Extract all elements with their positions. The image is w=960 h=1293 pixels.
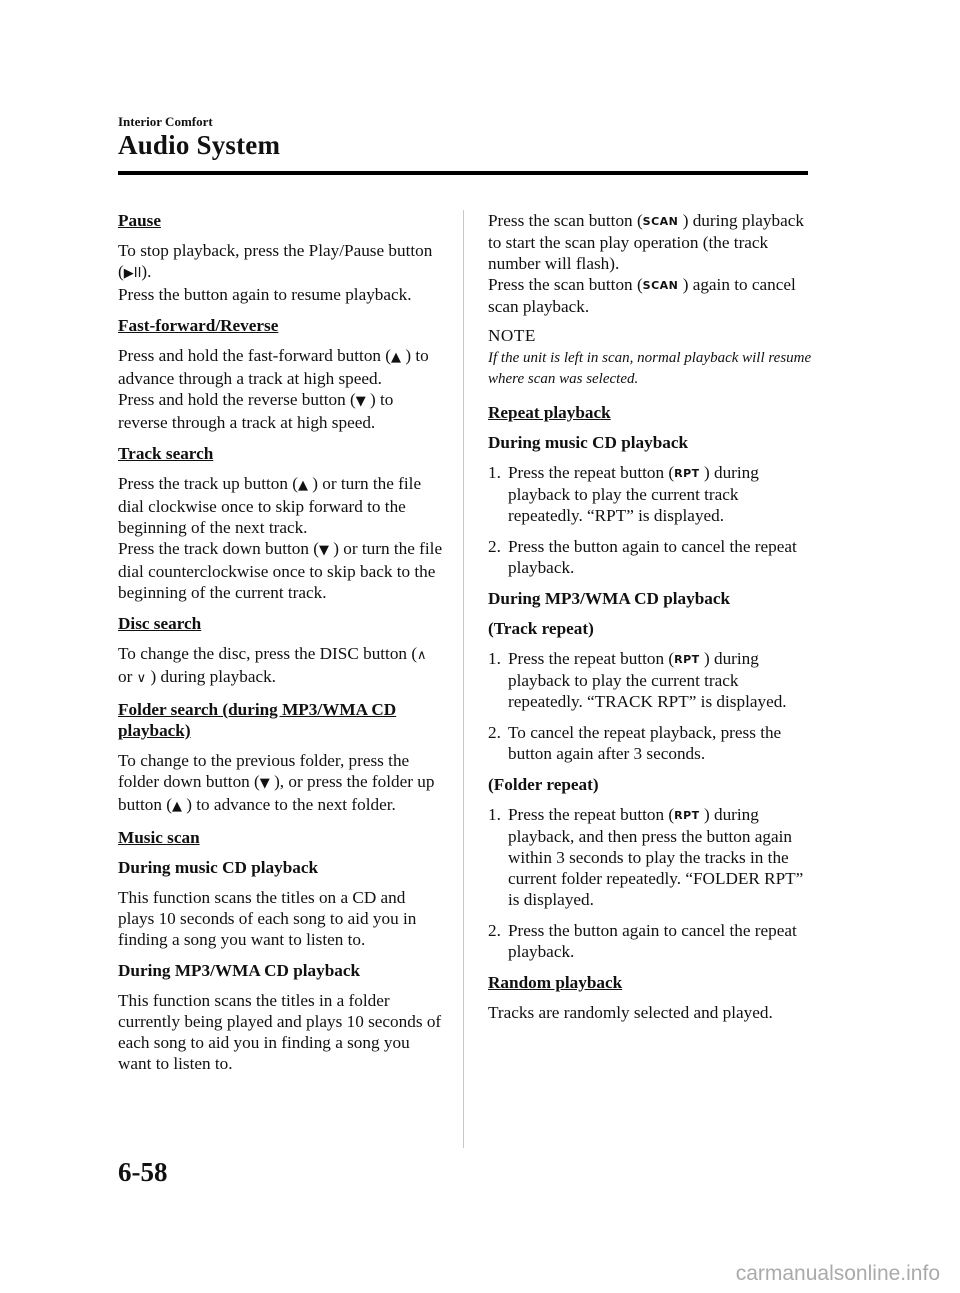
list-item: 1. Press the repeat button (RPT ) during playback to play the current track repeatedly. “TRACK RPT” is displayed.: [488, 649, 787, 711]
list-item: 2. To cancel the repeat playback, press the button again after 3 seconds.: [488, 723, 782, 763]
note-label: NOTE: [488, 326, 536, 345]
subheading-music-cd: During music CD playback: [118, 858, 319, 877]
heading-fast-forward-reverse: Fast-forward/Reverse: [118, 316, 279, 335]
play-pause-icon: ▶II: [123, 266, 142, 281]
note-text: If the unit is left in scan, normal playback will resume where scan was selected.: [488, 350, 812, 387]
folder-search-text: To change to the previous folder, press the folder down button (▼ ), or press the folder up button (▲ ) to advance to the next folder.: [118, 751, 435, 814]
caret-down-icon: ∨: [136, 671, 147, 686]
page-title: Audio System: [118, 130, 281, 160]
random-playback-text: Tracks are randomly selected and played.: [488, 1003, 773, 1022]
folder-repeat-steps: [488, 804, 813, 962]
down-triangle-icon: ▼: [318, 543, 329, 558]
scan-button-icon: SCAN: [642, 215, 679, 228]
music-scan-cd-text: This function scans the titles on a CD and plays 10 seconds of each song to aid you in finding a song you want to listen to.: [118, 888, 417, 949]
music-scan-mp3-text: This function scans the titles in a folder currently being played and plays 10 seconds of each song to aid you in finding a song you want to listen to.: [118, 991, 442, 1073]
heading-folder-search: Folder search (during MP3/WMA CD playback): [118, 700, 397, 740]
heading-track-search: Track search: [118, 444, 214, 463]
heading-random-playback: Random playback: [488, 973, 623, 992]
section-label: Interior Comfort: [118, 114, 213, 129]
subheading-repeat-music-cd: During music CD playback: [488, 433, 689, 452]
subheading-folder-repeat: (Folder repeat): [488, 775, 599, 794]
heading-music-scan: Music scan: [118, 828, 200, 847]
track-search-text: Press the track up button (▲ ) or turn the file dial clockwise once to skip forward to the beginning of the next track. Press the track down button (▼ ) or turn the file dial counterclockwise once to skip back to the beginning of the current track.: [118, 474, 443, 602]
up-triangle-icon: ▲: [391, 350, 402, 365]
list-item: 2. Press the button again to cancel the repeat playback.: [488, 537, 797, 577]
list-item: 2. Press the button again to cancel the repeat playback.: [488, 921, 797, 961]
subheading-mp3-wma: During MP3/WMA CD playback: [118, 961, 361, 980]
up-triangle-icon: ▲: [171, 799, 182, 814]
header-rule: [118, 171, 808, 175]
ff-text: Press and hold the fast-forward button (▲ ) to advance through a track at high speed. Press and hold the reverse button (▼ ) to reverse through a track at high speed.: [118, 346, 429, 432]
disc-search-text: To change the disc, press the DISC button (∧ or ∨ ) during playback.: [118, 644, 427, 686]
scan-button-icon: SCAN: [642, 279, 679, 292]
heading-disc-search: Disc search: [118, 614, 202, 633]
down-triangle-icon: ▼: [259, 776, 270, 791]
down-triangle-icon: ▼: [355, 394, 366, 409]
column-divider: [463, 210, 464, 1148]
page-number: 6-58: [118, 1157, 168, 1187]
heading-repeat-playback: Repeat playback: [488, 403, 611, 422]
subheading-track-repeat: (Track repeat): [488, 619, 594, 638]
pause-text-1: To stop playback, press the Play/Pause button (▶II). Press the button again to resume playback.: [118, 241, 433, 304]
right-column: [488, 210, 813, 1033]
rpt-button-icon: RPT: [674, 467, 700, 480]
scan-text: Press the scan button (SCAN ) during playback to start the scan play operation (the track number will flash). Press the scan button (SCAN ) again to cancel scan playback.: [488, 211, 804, 316]
left-column: [118, 210, 443, 1084]
up-triangle-icon: ▲: [297, 478, 308, 493]
caret-up-icon: ∧: [417, 648, 427, 663]
repeat-cd-steps: [488, 462, 813, 578]
list-item: 1. Press the repeat button (RPT ) during playback, and then press the button again within 3 seconds to play the tracks in the current folder repeatedly. “FOLDER RPT” is displayed.: [488, 805, 804, 909]
heading-pause: Pause: [118, 211, 161, 230]
rpt-button-icon: RPT: [674, 653, 700, 666]
watermark-link[interactable]: carmanualsonline.info: [735, 1262, 940, 1285]
list-item: 1. Press the repeat button (RPT ) during playback to play the current track repeatedly. “RPT” is displayed.: [488, 463, 759, 525]
rpt-button-icon: RPT: [674, 809, 700, 822]
subheading-repeat-mp3-wma: During MP3/WMA CD playback: [488, 589, 731, 608]
track-repeat-steps: [488, 648, 813, 764]
